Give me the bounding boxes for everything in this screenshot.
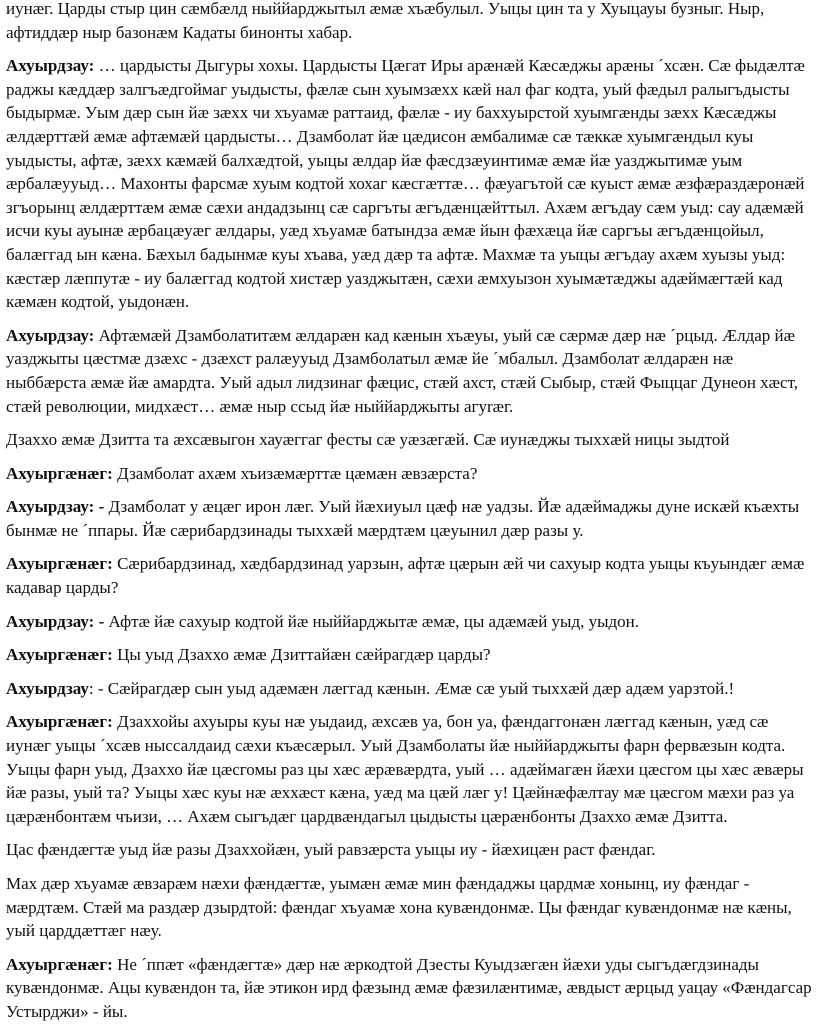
paragraph-text: Дзамболат ахæм хъизæмæрттæ цæмæн æвзæрста? [112,463,478,483]
speaker-label: Ахуырдзау: [6,325,95,345]
speaker-label: Ахуыргæнæг: [6,554,113,574]
speaker-label: Ахуырдзау: [6,56,95,76]
paragraph [6,54,812,314]
paragraph-text: Мах дæр хъуамæ æвзарæм нæхи фæндæгтæ, уымæн æмæ мин фæндаджы цардмæ хонынц, иу фæндаг - мæрдтæм. Стæй ма раздæр дзырдтой: фæндаг хъуамæ хона кувæндонмæ. Цы фæндаг кувæндонмæ нæ кæны, уый царддæттæг нæу. [6,874,792,941]
paragraph [6,610,812,634]
speaker-label: Ахуыргæнæг: [6,712,113,732]
paragraph-text: иунæг. Царды стыр цин сæмбæлд ныййарджытыл æмæ хъæбулыл. Уыцы цин та у Хуыцауы бузныг. Ныр, афтиддæр ныр базонæм Кадаты бинонты хабар. [6,0,765,42]
paragraph-text: Дзамболат у æцæг ирон лæг. Уый йæхиуыл цæф нæ уадзы. Йæ адæймаджы дуне искæй къæхты бынмæ не ´ппары. Йæ сæрибардзинады тыххæй мæрдтæм цæуынил дæр разы у. [6,497,800,540]
paragraph-text: Цы уыд Дзаххо æмæ Дзиттайæн сæйрагдæр царды? [112,645,491,665]
document-page [6,0,812,1034]
paragraph [6,953,812,1024]
paragraph [6,710,812,828]
paragraph [6,462,812,486]
speaker-label: Ахуыргæнæг: [6,463,113,483]
paragraph [6,428,812,452]
paragraph [6,552,812,599]
speaker-label: Ахуырдзау: - [6,497,105,517]
paragraph [6,495,812,542]
paragraph-text: Не ´ппæт «фæндæгтæ» дæр нæ æркодтой Дзесты Куыдзæгæн йæхи уды сыгъдæгдзинады кувæндонмæ. Ацы кувæндон та, йæ этикон ирд фæзынд æмæ фæзилæнтимæ, æвдыст æрцыд уацау «Фæндагсар Устырджи» - йы. [6,954,812,1021]
paragraph-text: Дзаххойы ахуыры куы нæ уыдаид, æхсæв уа, бон уа, фæндаггонæн лæггад кæнын, уæд сæ иунæг уыцы ´хсæв ныссалдаид сæхи къæсæрыл. Уый Дзамболаты йæ ныййарджыты фарн фервæзын кодта. Уыцы фарн уыд, Дзаххо йæ цæсгомы раз цы хæс æрæвæрдта, уый … адæймагæн йæхи цæсгом цы хæс æвæры йæ разы, уый та? Уыцы хæс куы нæ æххæст кæна, уæд ма цæй лæг у! Цæйнæфæлтау мæ цæсгом мæхи раз уа цæрæнбонтæм чъизи, … Ахæм сыгъдæг цардвæндагыл цыдысты цæрæнбонты Дзаххо æмæ Дзитта. [6,712,804,826]
paragraph [6,0,812,44]
paragraph-text: Цас фæндæгтæ уыд йæ разы Дзаххойæн, уый равзæрста уыцы иу - йæхицæн раст фæндаг. [6,840,656,860]
paragraph-text: : - Сæйрагдæр сын уыд адæмæн лæггад кæнын. Æмæ сæ уый тыххæй дæр адæм уарзтой.! [88,678,735,698]
speaker-label: Ахуыргæнæг: [6,954,113,974]
paragraph [6,872,812,943]
speaker-label: Ахуырдзау: - [6,611,105,631]
paragraph-text: Афтæ йæ сахуыр кодтой йæ ныййарджытæ æмæ, цы адæмæй уыд, уыдон. [104,611,640,631]
paragraph-text: … цардысты Дыгуры хохы. Цардысты Цæгат Иры арæнæй Кæсæджы арæны ´хсæн. Сæ фыдæлтæ раджы кæддæр залгъæдгоймаг уыдысты, фæлæ сын хуымзæхх кæй нал фаг кодта, уый фæдыл ралыгъдысты быдырмæ. Уым дæр сын йæ зæхх чи хъуамæ раттаид, фæлæ - иу баххуырстой хуымгæнды зæхх Кæсæджы æлдæрттæй æмæ афтæмæй цардысты… Дзамболат йæ цæдисон æмбалимæ сæ тæккæ хуымгæндыл куы уыдысты, афтæ, зæхх кæмæй балхæдтой, уыцы æлдар йæ фæсдзæуинтимæ æмæ йæ уазджытимæ уым æрбалæууыд… Махонты фарсмæ хуым кодтой хохаг кæсгæттæ… фæуагътой сæ куыст æмæ æзфæраздæронæй згъорынц æлдæрттæм æмæ сæхи андадзынц сæ саргъты æгъдæнцæйттыл. Ахæм æгъдау сæм уыд: сау адæмæй исчи куы ауынæ æрбацæуæг æлдары, уæд хъуамæ батындза æмæ йын фæхæца йæ саргъы æгъдæнцойыл, балæггад ын кæна. Бæхыл бадынмæ куы хъава, уæд дæр та афтæ. Махмæ та уыцы æгъдау ахæм хуызы уыд: кæстæр лæппутæ - иу балæггад кодтой хистæр уазджытæн, сæхи æмхуызон хуымæтæджы адæймæгтæй кад кæмæн кодтой, уыдонæн. [6,56,805,312]
speaker-label: Ахуыргæнæг: [6,645,113,665]
speaker-label: Ахуырдзау [6,678,89,698]
paragraph-text: Дзаххо æмæ Дзитта та æхсæвыгон хауæггаг фесты сæ уæзæгæй. Сæ иунæджы тыххæй ницы зыдтой [6,430,730,450]
paragraph [6,838,812,862]
paragraph-text: Афтæмæй Дзамболатитæм æлдарæн кад кæнын хъæуы, уый сæ сæрмæ дæр нæ ´рцыд. Æлдар йæ уазджыты цæстмæ дзæхс - дзæхст ралæууыд Дзамболатыл æмæ йе ´мбалыл. Дзамболат æлдарæн нæ ныббæрста æмæ йæ амардта. Уый адыл лидзинаг фæцис, стæй ахст, стæй Сыбыр, стæй Фыццаг Дунеон хæст, стæй революции, мидхæст… æмæ ныр ссыд йæ ныййарджыты агуræг. [6,325,798,416]
paragraph [6,643,812,667]
paragraph [6,324,812,418]
paragraph [6,677,812,701]
paragraph-text: Сæрибардзинад, хæдбардзинад уарзын, афтæ цæрын æй чи сахуыр кодта уыцы къуындæг æмæ кадавар царды? [6,554,805,598]
